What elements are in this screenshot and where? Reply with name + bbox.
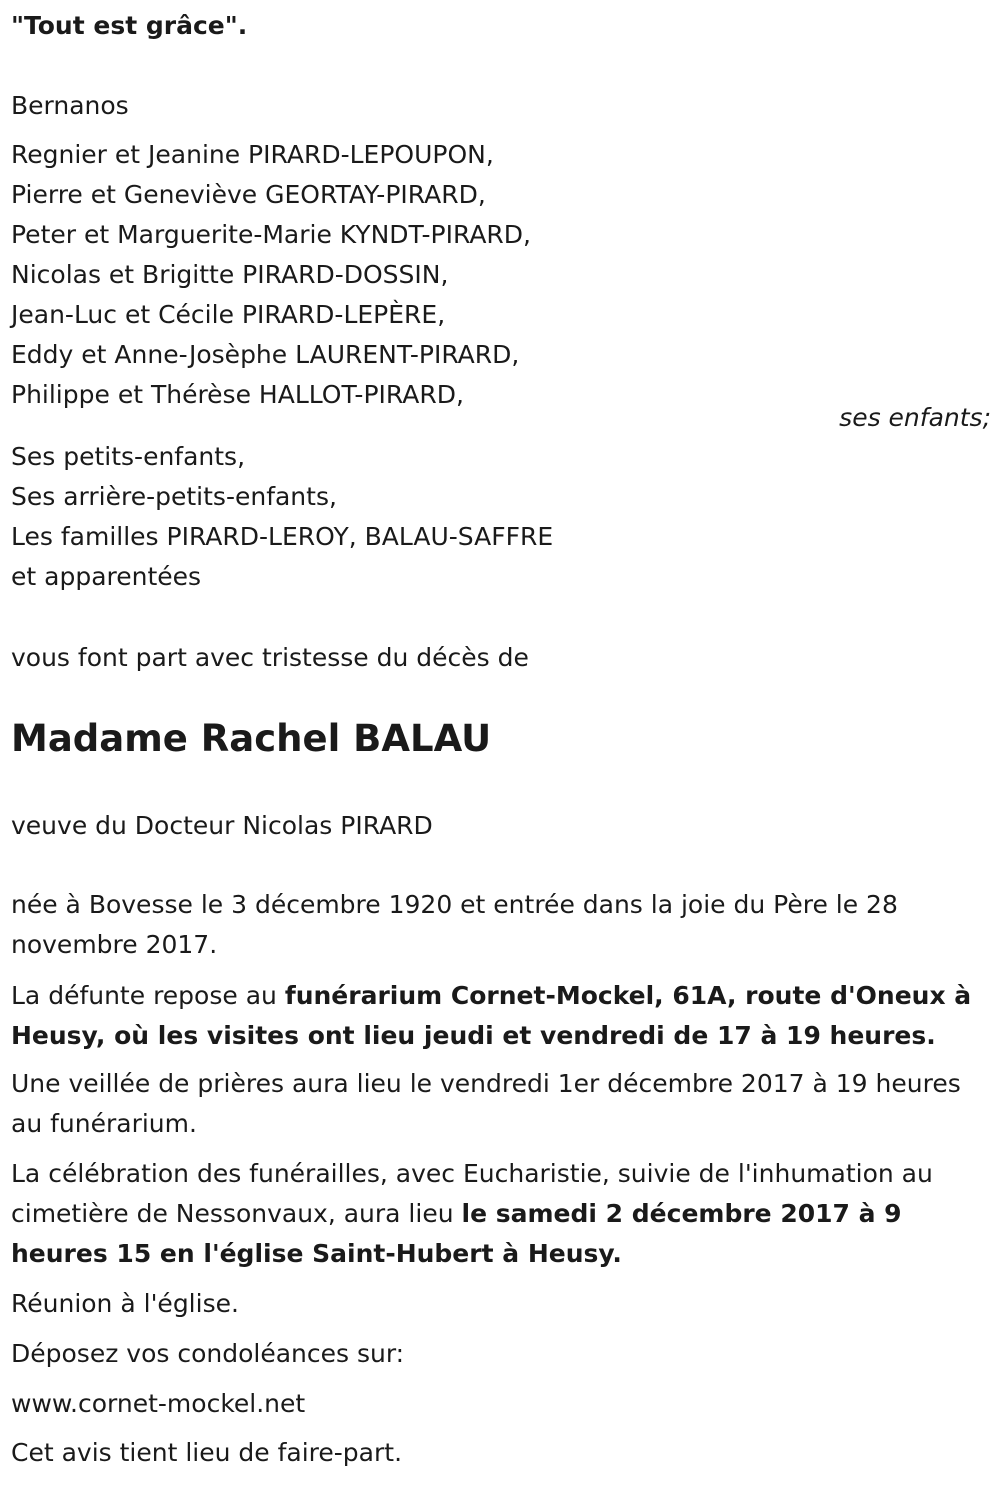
epigraph-quote: "Tout est grâce". [11, 11, 248, 40]
meeting-text: Réunion à l'église. [11, 1289, 239, 1318]
notice-text: Cet avis tient lieu de faire-part. [11, 1438, 403, 1467]
children-list-item: Regnier et Jeanine PIRARD-LEPOUPON, [11, 140, 494, 169]
family-list-item: et apparentées [11, 562, 202, 591]
family-list [11, 437, 553, 597]
birth-death-text: née à Bovesse le 3 décembre 1920 et entrée dans la joie du Père le 28 novembre 2017. [11, 890, 898, 959]
funeral-details: le samedi 2 décembre 2017 à 9 heures 15 en l'église Saint-Hubert à Heusy. [11, 1199, 902, 1268]
deceased-name: Madame Rachel BALAU [11, 717, 492, 760]
funeral-text [11, 1154, 986, 1274]
widow-of-text: veuve du Docteur Nicolas PIRARD [11, 811, 433, 840]
children-list-item: Philippe et Thérèse HALLOT-PIRARD, [11, 380, 464, 409]
children-label: ses enfants; [839, 403, 991, 432]
funeral-intro: La célébration des funérailles, avec Eucharistie, suivie de l'inhumation au cimetière de Nessonvaux, aura lieu [11, 1159, 933, 1228]
children-list-item: Pierre et Geneviève GEORTAY-PIRARD, [11, 180, 486, 209]
family-list-item: Les familles PIRARD-LEROY, BALAU-SAFFRE [11, 522, 554, 551]
repose-intro: La défunte repose au [11, 981, 285, 1010]
children-list-item: Jean-Luc et Cécile PIRARD-LEPÈRE, [11, 300, 446, 329]
family-list-item: Ses petits-enfants, [11, 442, 246, 471]
vigil-text: Une veillée de prières aura lieu le vendredi 1er décembre 2017 à 19 heures au funérarium. [11, 1069, 961, 1138]
family-list-item: Ses arrière-petits-enfants, [11, 482, 337, 511]
repose-text [11, 976, 986, 1056]
announcement-text: vous font part avec tristesse du décès de [11, 643, 529, 672]
children-list [11, 135, 531, 415]
children-list-item: Eddy et Anne-Josèphe LAURENT-PIRARD, [11, 340, 520, 369]
repose-details: funérarium Cornet-Mockel, 61A, route d'Oneux à Heusy, où les visites ont lieu jeudi et vendredi de 17 à 19 heures. [11, 981, 972, 1050]
children-list-item: Peter et Marguerite-Marie KYNDT-PIRARD, [11, 220, 531, 249]
condolences-text: Déposez vos condoléances sur: [11, 1339, 405, 1368]
condolences-website: www.cornet-mockel.net [11, 1389, 306, 1418]
epigraph-author: Bernanos [11, 91, 129, 120]
children-list-item: Nicolas et Brigitte PIRARD-DOSSIN, [11, 260, 449, 289]
